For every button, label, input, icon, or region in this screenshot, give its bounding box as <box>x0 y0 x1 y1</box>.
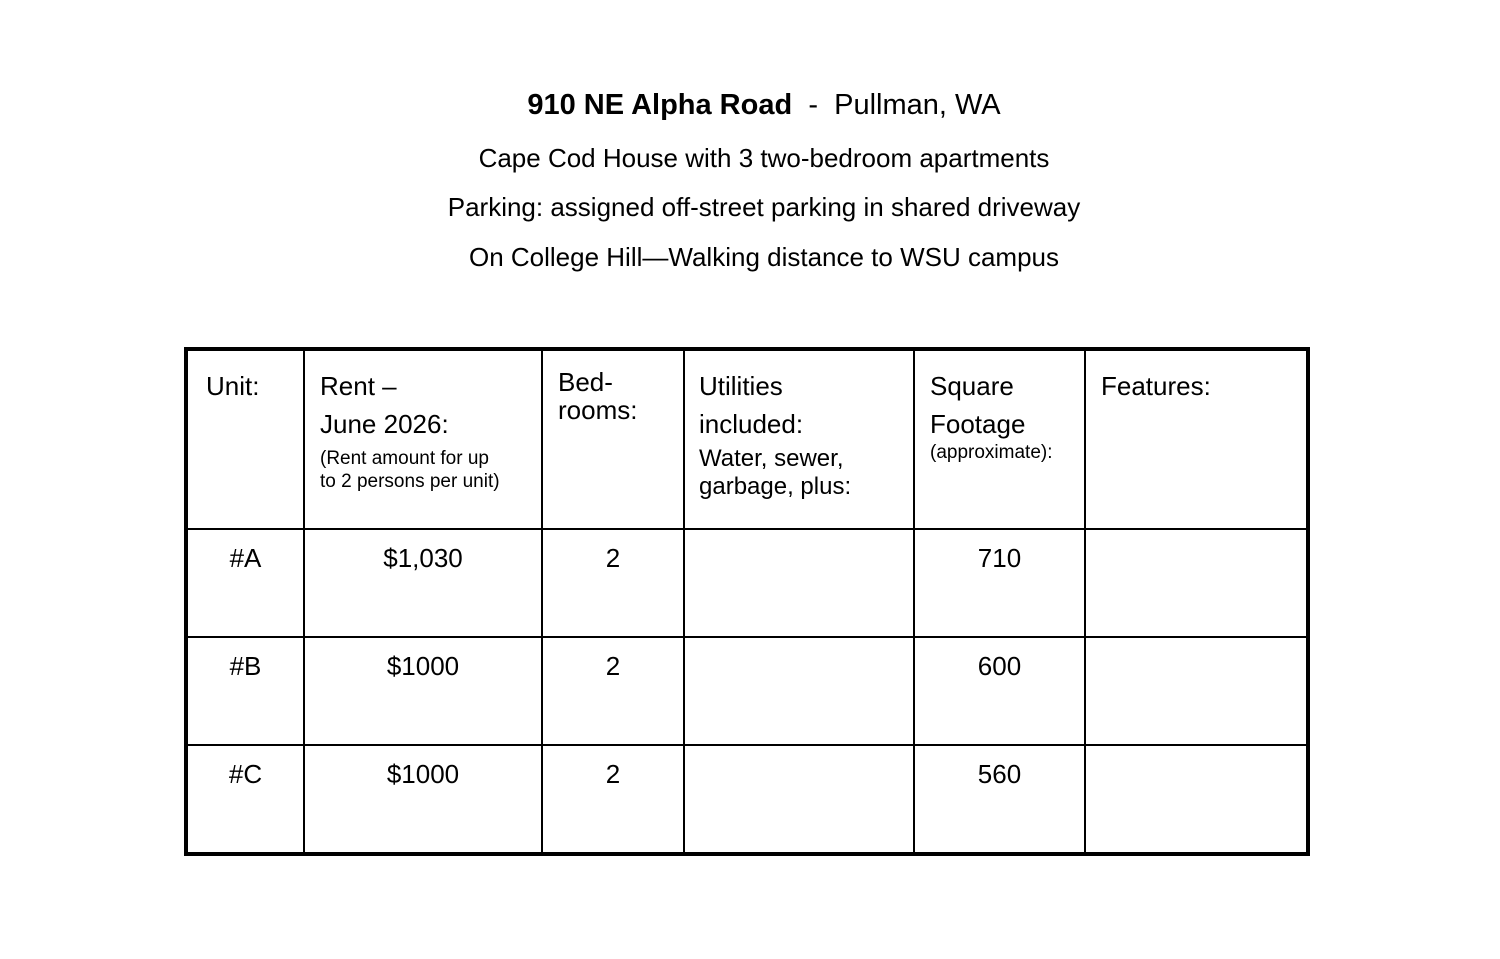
header-features: Features: <box>1085 349 1308 529</box>
rent-header-line1: Rent – <box>320 371 397 401</box>
cell-unit: #C <box>186 745 304 854</box>
table-row <box>186 745 1308 854</box>
cell-utilities <box>684 637 914 745</box>
cell-bedrooms: 2 <box>542 637 684 745</box>
header-rent <box>304 349 542 529</box>
cell-rent: $1000 <box>304 745 542 854</box>
parking-info: Parking: assigned off-street parking in shared driveway <box>447 192 1081 222</box>
cell-features <box>1085 745 1308 854</box>
header-bedrooms: Bed- rooms: <box>542 349 684 529</box>
header-utilities: Utilities included: Water, sewer, garbage, plus: <box>684 349 914 529</box>
cell-bedrooms: 2 <box>542 745 684 854</box>
rent-header-line2: June 2026: <box>320 409 449 439</box>
cell-utilities <box>684 745 914 854</box>
cell-features <box>1085 529 1308 637</box>
header-unit: Unit: <box>186 349 304 529</box>
cell-utilities <box>684 529 914 637</box>
listing-title <box>0 88 1500 122</box>
title-separator: - <box>808 89 818 121</box>
table-row <box>186 529 1308 637</box>
header-square-footage: Square Footage (approximate): <box>914 349 1085 529</box>
property-city: Pullman, WA <box>834 89 1001 121</box>
cell-sqft: 560 <box>914 745 1085 854</box>
property-description: Cape Cod House with 3 two-bedroom apartments <box>478 143 1050 173</box>
location-info: On College Hill—Walking distance to WSU campus <box>468 242 1060 272</box>
rent-note: (Rent amount for up to 2 persons per unit) <box>320 448 500 492</box>
cell-rent: $1,030 <box>304 529 542 637</box>
table-header-row <box>186 349 1308 529</box>
cell-rent: $1000 <box>304 637 542 745</box>
units-table <box>184 347 1310 856</box>
cell-sqft: 710 <box>914 529 1085 637</box>
cell-features <box>1085 637 1308 745</box>
cell-unit: #A <box>186 529 304 637</box>
utilities-sub: Water, sewer, garbage, plus: <box>699 445 852 500</box>
property-address: 910 NE Alpha Road <box>527 89 793 121</box>
cell-bedrooms: 2 <box>542 529 684 637</box>
cell-sqft: 600 <box>914 637 1085 745</box>
table-row <box>186 637 1308 745</box>
cell-unit: #B <box>186 637 304 745</box>
sqft-note: (approximate): <box>930 442 1053 463</box>
